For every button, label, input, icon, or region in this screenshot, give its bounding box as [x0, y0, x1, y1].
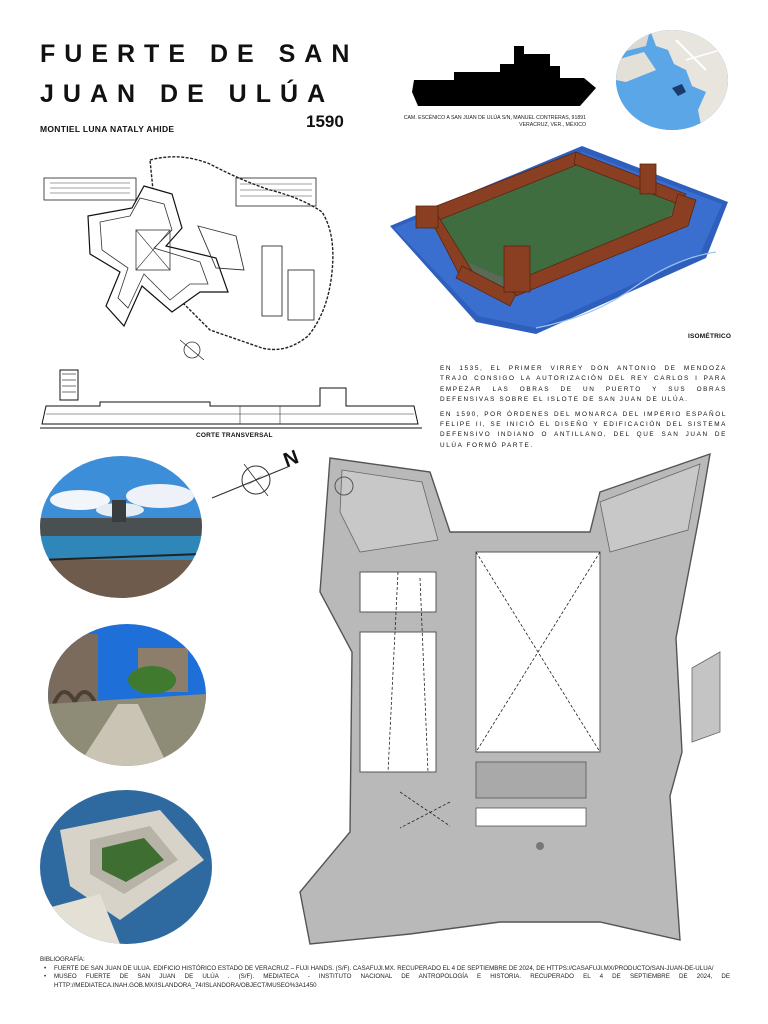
north-label: N	[280, 446, 302, 472]
address	[400, 115, 586, 129]
bibliography-heading: BIBLIOGRAFÍA:	[40, 956, 85, 963]
bibliography-list	[50, 965, 730, 991]
map-graphic	[616, 30, 728, 130]
address-line-1: CAM. ESCÉNICO A SAN JUAN DE ULÚA S/N, MANUEL CONTRERAS, 91891	[403, 115, 586, 121]
year-label: 1590	[306, 112, 344, 131]
photo-fort-from-water	[40, 456, 202, 598]
description	[440, 364, 727, 451]
section-caption: CORTE TRANSVERSAL	[196, 432, 273, 439]
description-paragraph-1: EN 1535, EL PRIMER VIRREY DON ANTONIO DE MENDOZA TRAJO CONSIGO LA AUTORIZACIÓN DEL REY CARLOS I PARA EMPEZAR LAS OBRAS DE UN PUERTO Y SUS OBRAS DEFENSIVAS SOBRE EL ISLOTE DE SAN JUAN DE ULÚA.	[440, 365, 727, 404]
author-name: MONTIEL LUNA NATALY AHIDE	[40, 124, 175, 134]
description-paragraph-2: EN 1590, POR ÓRDENES DEL MONARCA DEL IMPERIO ESPAÑOL FELIPE II, SE INICIÓ EL DISEÑO Y EDIFICACIÓN DEL SISTEMA DEFENSIVO INDIANO O ANTILLANO, DEL QUE SAN JUAN DE ULÚA FORMÓ PARTE.	[440, 410, 727, 449]
historic-plan-drawing	[40, 150, 340, 360]
address-line-2: VERACRUZ, VER., MÉXICO	[519, 122, 586, 128]
title-line-1: FUERTE DE SAN	[40, 40, 359, 68]
cross-section-drawing	[40, 366, 422, 430]
bibliography	[40, 956, 730, 990]
title-line-2: JUAN DE ULÚA	[40, 80, 335, 108]
floor-plan	[290, 452, 730, 948]
fort-silhouette	[410, 42, 600, 108]
location-map	[616, 30, 728, 130]
bibliography-item: • MUSEO FUERTE DE SAN JUAN DE ULÚA . (S/F). MEDIATECA - INSTITUTO NACIONAL DE ANTROPOLOGÍA E HISTORIA. RECUPERADO EL 4 DE SEPTIEMBRE DE 2024, DE HTTP://MEDIATECA.INAH.GOB.MX/ISLANDORA_74/ISLANDORA/OBJECT/MUSEO%3A1450	[50, 973, 730, 990]
poster-title	[40, 34, 400, 114]
photo-interior-courtyard	[48, 624, 206, 766]
bibliography-item: • FUERTE DE SAN JUAN DE ULUA. EDIFICIO HISTÓRICO ESTADO DE VERACRUZ – FUJI HANDS. (S/F). CASAFUJI.MX. RECUPERADO EL 4 DE SEPTIEMBRE DE 2024, DE HTTPS://CASAFUJI.MX/PRODUCTO/SAN-JUAN-DE-ULUA/	[50, 965, 730, 974]
isometric-caption: ISOMÉTRICO	[688, 333, 732, 340]
photo-aerial-fort	[40, 790, 212, 944]
isometric-model	[386, 146, 728, 336]
